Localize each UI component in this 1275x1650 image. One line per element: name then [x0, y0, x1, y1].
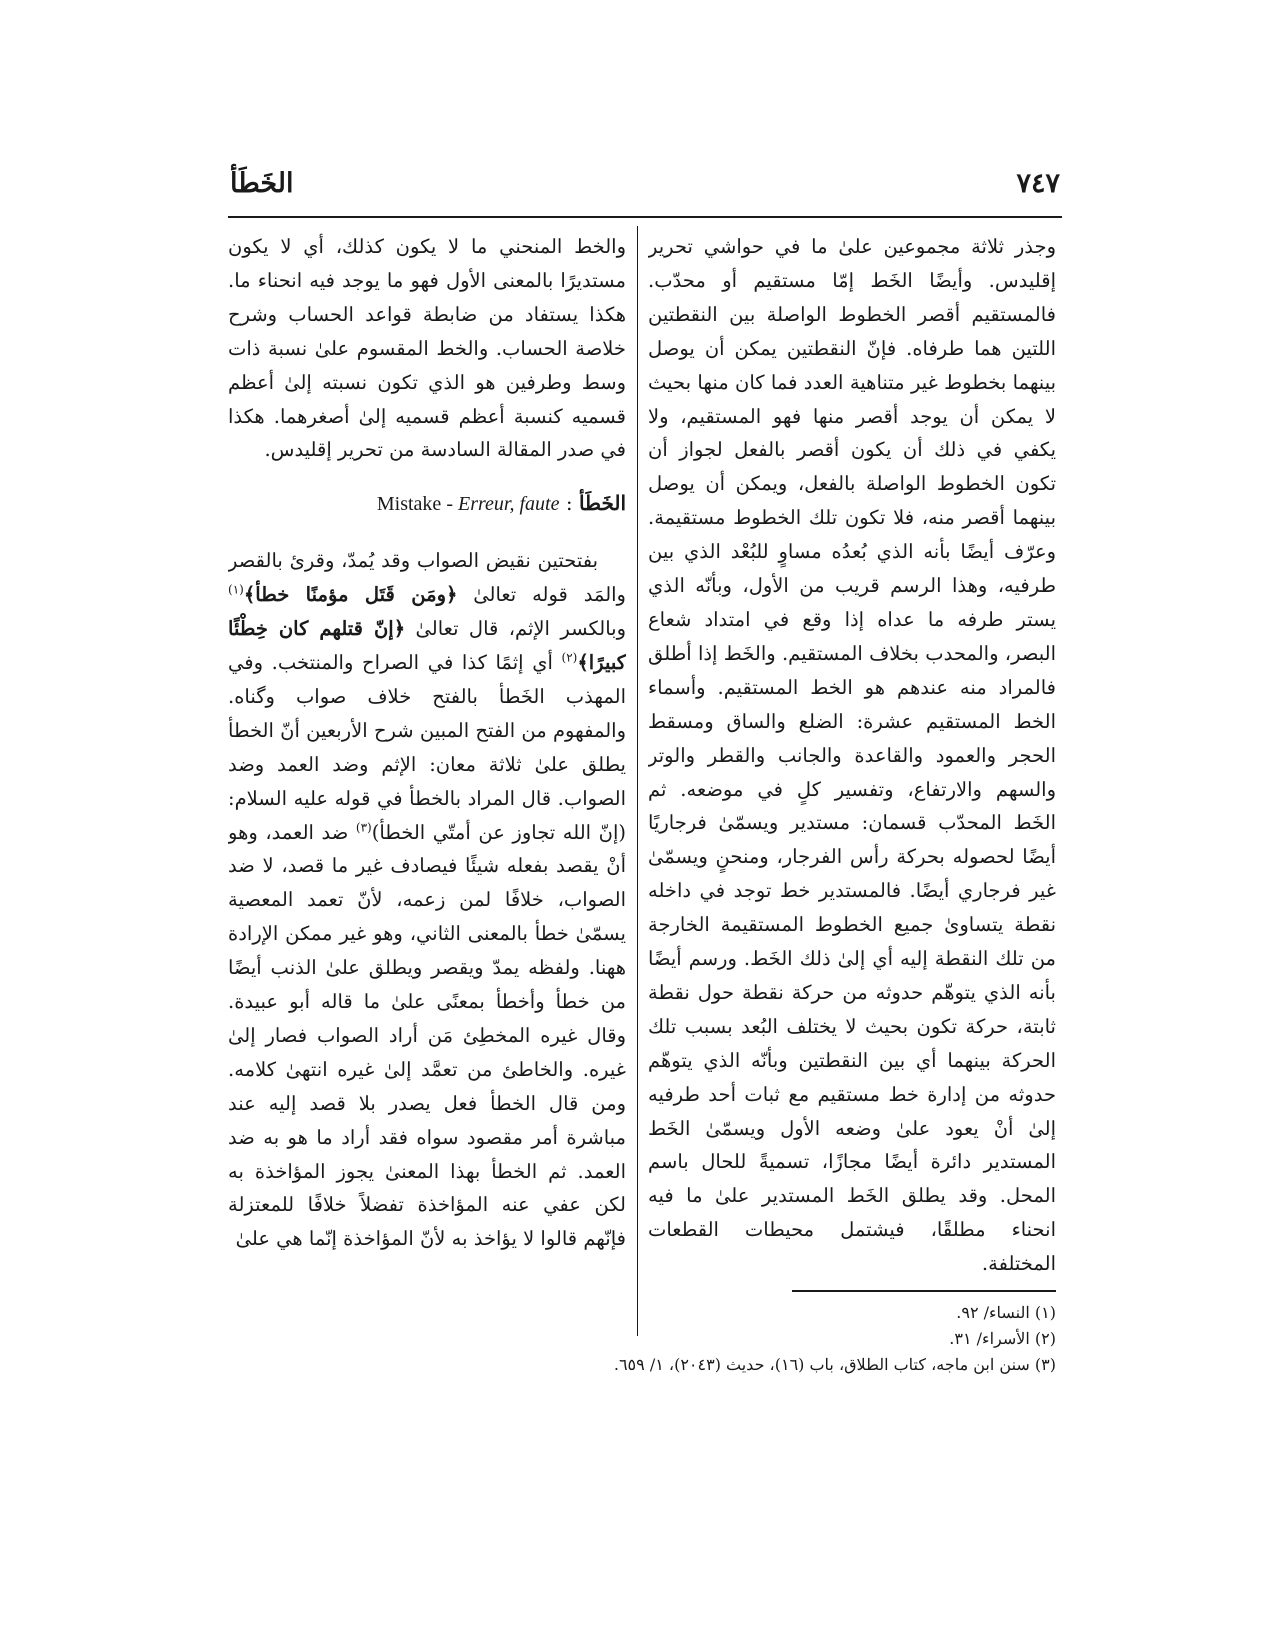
page-number: ٧٤٧	[1016, 168, 1060, 199]
entry-english: Mistake	[376, 493, 442, 516]
body-text-1: بفتحتين نقيض الصواب وقد يُمدّ، وقرئ بالقصر والمَد قوله تعالىٰ	[228, 549, 626, 607]
entry-heading	[228, 487, 626, 522]
quran-quote-1: ﴿ومَن قَتَل مؤمنًا خطأ﴾	[243, 583, 458, 607]
footnote-ref-1[interactable]: (١)	[228, 582, 244, 597]
left-column-intro-paragraph: والخط المنحني ما لا يكون كذلك، أي لا يكون مستديرًا بالمعنى الأول فهو ما يوجد فيه انحناء ما. هكذا يستفاد من ضابطة قواعد الحساب وشرح خلاصة الحساب. والخط المقسوم علىٰ نسبة ذات وسط وطرفين هو الذي تكون نسبته إلىٰ أعظم قسميه كنسبة أعظم قسميه إلىٰ أصغرهما. هكذا في صدر المقالة السادسة من تحرير إقليدس.	[228, 235, 626, 462]
header-rule	[228, 216, 1062, 218]
footnote-rule	[792, 1290, 1056, 1292]
entry-term: الخَطَأ	[578, 491, 626, 516]
footnote-3: (٣) سنن ابن ماجه، كتاب الطلاق، باب (١٦)، حديث (٢٠٤٣)، ١/ ٦٥٩.	[613, 1355, 1056, 1374]
footnote-1: (١) النساء/ ٩٢.	[956, 1303, 1056, 1322]
running-head-title: الخَطَأ	[230, 168, 294, 199]
footnote-ref-2[interactable]: (٢)	[561, 650, 578, 665]
entry-dash: -	[446, 493, 453, 516]
entry-separator: :	[565, 491, 573, 516]
footnotes	[460, 1300, 1056, 1378]
footnote-2: (٢) الأسراء/ ٣١.	[949, 1329, 1056, 1348]
running-head	[230, 168, 1060, 208]
footnote-ref-3[interactable]: (٣)	[355, 820, 372, 834]
entry-body-paragraph	[228, 544, 626, 1256]
body-text-2: وبالكسر الإثم، قال تعالىٰ	[405, 617, 626, 641]
body-text-3: أي إثمًا كذا في الصراح والمنتخب. وفي المهذب الخَطأ بالفتح خلاف صواب وگناه. والمفهوم من الفتح المبين شرح الأربعين أنّ الخطأ يطلق علىٰ ثلاثة معان: الإثم وضد العمد وضد الصواب. قال المراد بالخطأ في قوله عليه السلام: (إنّ الله تجاوز عن أمتّي الخطأ)	[228, 650, 626, 844]
entry-gloss	[377, 493, 560, 515]
column-divider	[637, 226, 638, 1336]
entry-french: Erreur, faute	[457, 493, 560, 516]
right-column	[648, 230, 1056, 1282]
quran-quote-2: ﴿إنّ قتلهم كان خِطْئًا كبيرًا﴾	[228, 617, 626, 674]
left-column	[228, 230, 626, 1330]
right-column-paragraph: وجذر ثلاثة مجموعين علىٰ ما في حواشي تحرير إقليدس. وأيضًا الخَط إمّا مستقيم أو محدّب. فالمستقيم أقصر الخطوط الواصلة بين النقطتين اللتين هما طرفاه. فإنّ النقطتين يمكن أن يوصل بينهما بخطوط غير متناهية العدد فما كان منها بحيث لا يمكن أن يوجد أقصر منها فهو المستقيم، ولا يكفي في ذلك أن يكون أقصر بالفعل لجواز أن تكون الخطوط الواصلة بالفعل، ويمكن أن يوصل بينهما أقصر منه، فلا تكون تلك الخطوط مستقيمة. وعرّف أيضًا بأنه الذي بُعدُه مساوٍ للبُعْد الذي بين طرفيه، وهذا الرسم قريب من الأول، وبأنّه الذي يستر طرفه ما عداه إذا وقع في امتداد شعاع البصر، والمحدب بخلاف المستقيم. والخَط إذا أطلق فالمراد منه عندهم هو الخط المستقيم. وأسماء الخط المستقيم عشرة: الضلع والساق ومسقط الحجر والعمود والقاعدة والجانب والقطر والوتر والسهم والارتفاع، وتفسير كلٍ في موضعه. ثم الخَط المحدّب قسمان: مستدير ويسمّىٰ فرجاريًا أيضًا لحصوله بحركة رأس الفرجار، ومنحنٍ ويسمّىٰ غير فرجاري أيضًا. فالمستدير خط توجد في داخله نقطة يتساوىٰ جميع الخطوط المستقيمة الخارجة من تلك النقطة إليه أي إلىٰ ذلك الخَط. ورسم أيضًا بأنه الذي يتوهّم حدوثه من حركة نقطة حول نقطة ثابتة، حركة تكون بحيث لا يختلف البُعد بسبب تلك الحركة بينهما أي بين النقطتين وبأنّه الذي يتوهّم حدوثه من إدارة خط مستقيم مع ثبات أحد طرفيه إلىٰ أنْ يعود علىٰ وضعه الأول ويسمّىٰ الخَط المستدير دائرة أيضًا مجازًا، تسميةً للحال باسم المحل. وقد يطلق الخَط المستدير علىٰ ما فيه انحناء مطلقًا، فيشتمل محيطات القطعات المختلفة.	[648, 235, 1056, 1276]
body-text-4: ضد العمد، وهو أنْ يقصد بفعله شيئًا فيصادف غير ما قصد، لا ضد الصواب، خلافًا لمن زعمه، لأنّ تعمد المعصية يسمّىٰ خطأ بالمعنى الثاني، وهو غير ممكن الإرادة ههنا. ولفظه يمدّ ويقصر ويطلق علىٰ الذنب أيضًا من خطأ وأخطأ بمعنًى علىٰ ما قاله أبو عبيدة. وقال غيره المخطِئ مَن أراد الصواب فصار إلىٰ غيره. والخاطئ من تعمَّد إلىٰ غيره انتهىٰ كلامه. ومن قال الخطأ فعل يصدر بلا قصد إليه عند مباشرة أمر مقصود سواه فقد أراد ما هو به ضد العمد. ثم الخطأ بهذا المعنىٰ يجوز المؤاخذة به لكن عفي عنه المؤاخذة تفضلاً خلافًا للمعتزلة فإنّهم قالوا لا يؤاخذ به لأنّ المؤاخذة إنّما هي علىٰ	[228, 820, 626, 1251]
